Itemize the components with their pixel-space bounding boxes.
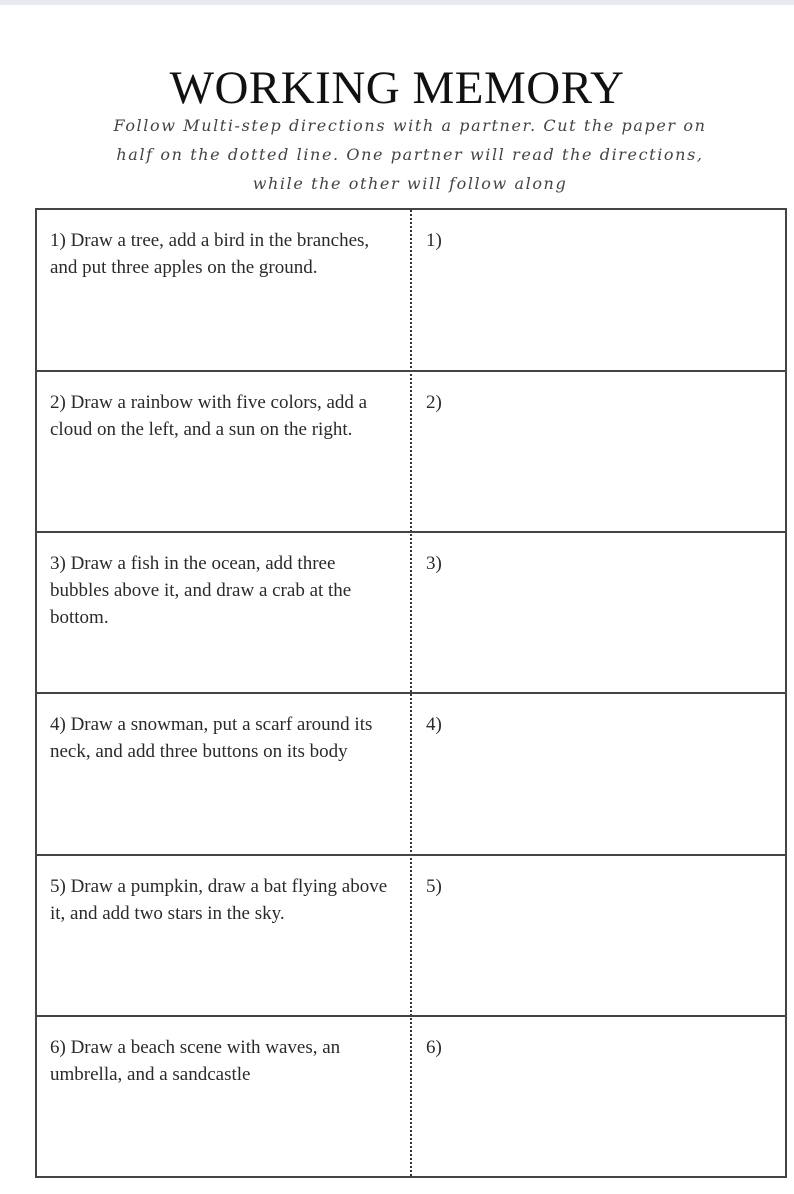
table-row xyxy=(37,533,785,694)
table-row xyxy=(37,1017,785,1178)
instructions-line-2: half on the dotted line. One partner will read the directions, xyxy=(116,145,704,164)
direction-text: 5) Draw a pumpkin, draw a bat flying above it, and add two stars in the sky. xyxy=(50,876,388,924)
table-row xyxy=(37,372,785,533)
instructions-line-3: while the other will follow along xyxy=(252,174,568,193)
direction-text: 6) Draw a beach scene with waves, an umbrella, and a sandcastle xyxy=(50,1037,341,1085)
top-strip xyxy=(0,0,794,5)
instructions-line-1: Follow Multi-step directions with a partner. Cut the paper on xyxy=(113,116,707,135)
answer-label: 3) xyxy=(426,553,442,574)
page-title: WORKING MEMORY xyxy=(169,62,625,114)
table-row xyxy=(37,210,785,371)
answer-label: 2) xyxy=(426,392,442,413)
answer-label: 1) xyxy=(426,230,442,251)
direction-text: 2) Draw a rainbow with five colors, add a cloud on the left, and a sun on the right. xyxy=(50,392,368,440)
direction-text: 1) Draw a tree, add a bird in the branches, and put three apples on the ground. xyxy=(50,230,370,278)
worksheet-table xyxy=(35,208,787,1178)
direction-text: 4) Draw a snowman, put a scarf around its neck, and add three buttons on its body xyxy=(50,714,373,762)
answer-label: 4) xyxy=(426,714,442,735)
instructions xyxy=(60,111,760,198)
answer-label: 6) xyxy=(426,1037,442,1058)
table-row xyxy=(37,856,785,1017)
table-row xyxy=(37,694,785,855)
answer-label: 5) xyxy=(426,876,442,897)
direction-text: 3) Draw a fish in the ocean, add three bubbles above it, and draw a crab at the bottom. xyxy=(50,553,352,628)
